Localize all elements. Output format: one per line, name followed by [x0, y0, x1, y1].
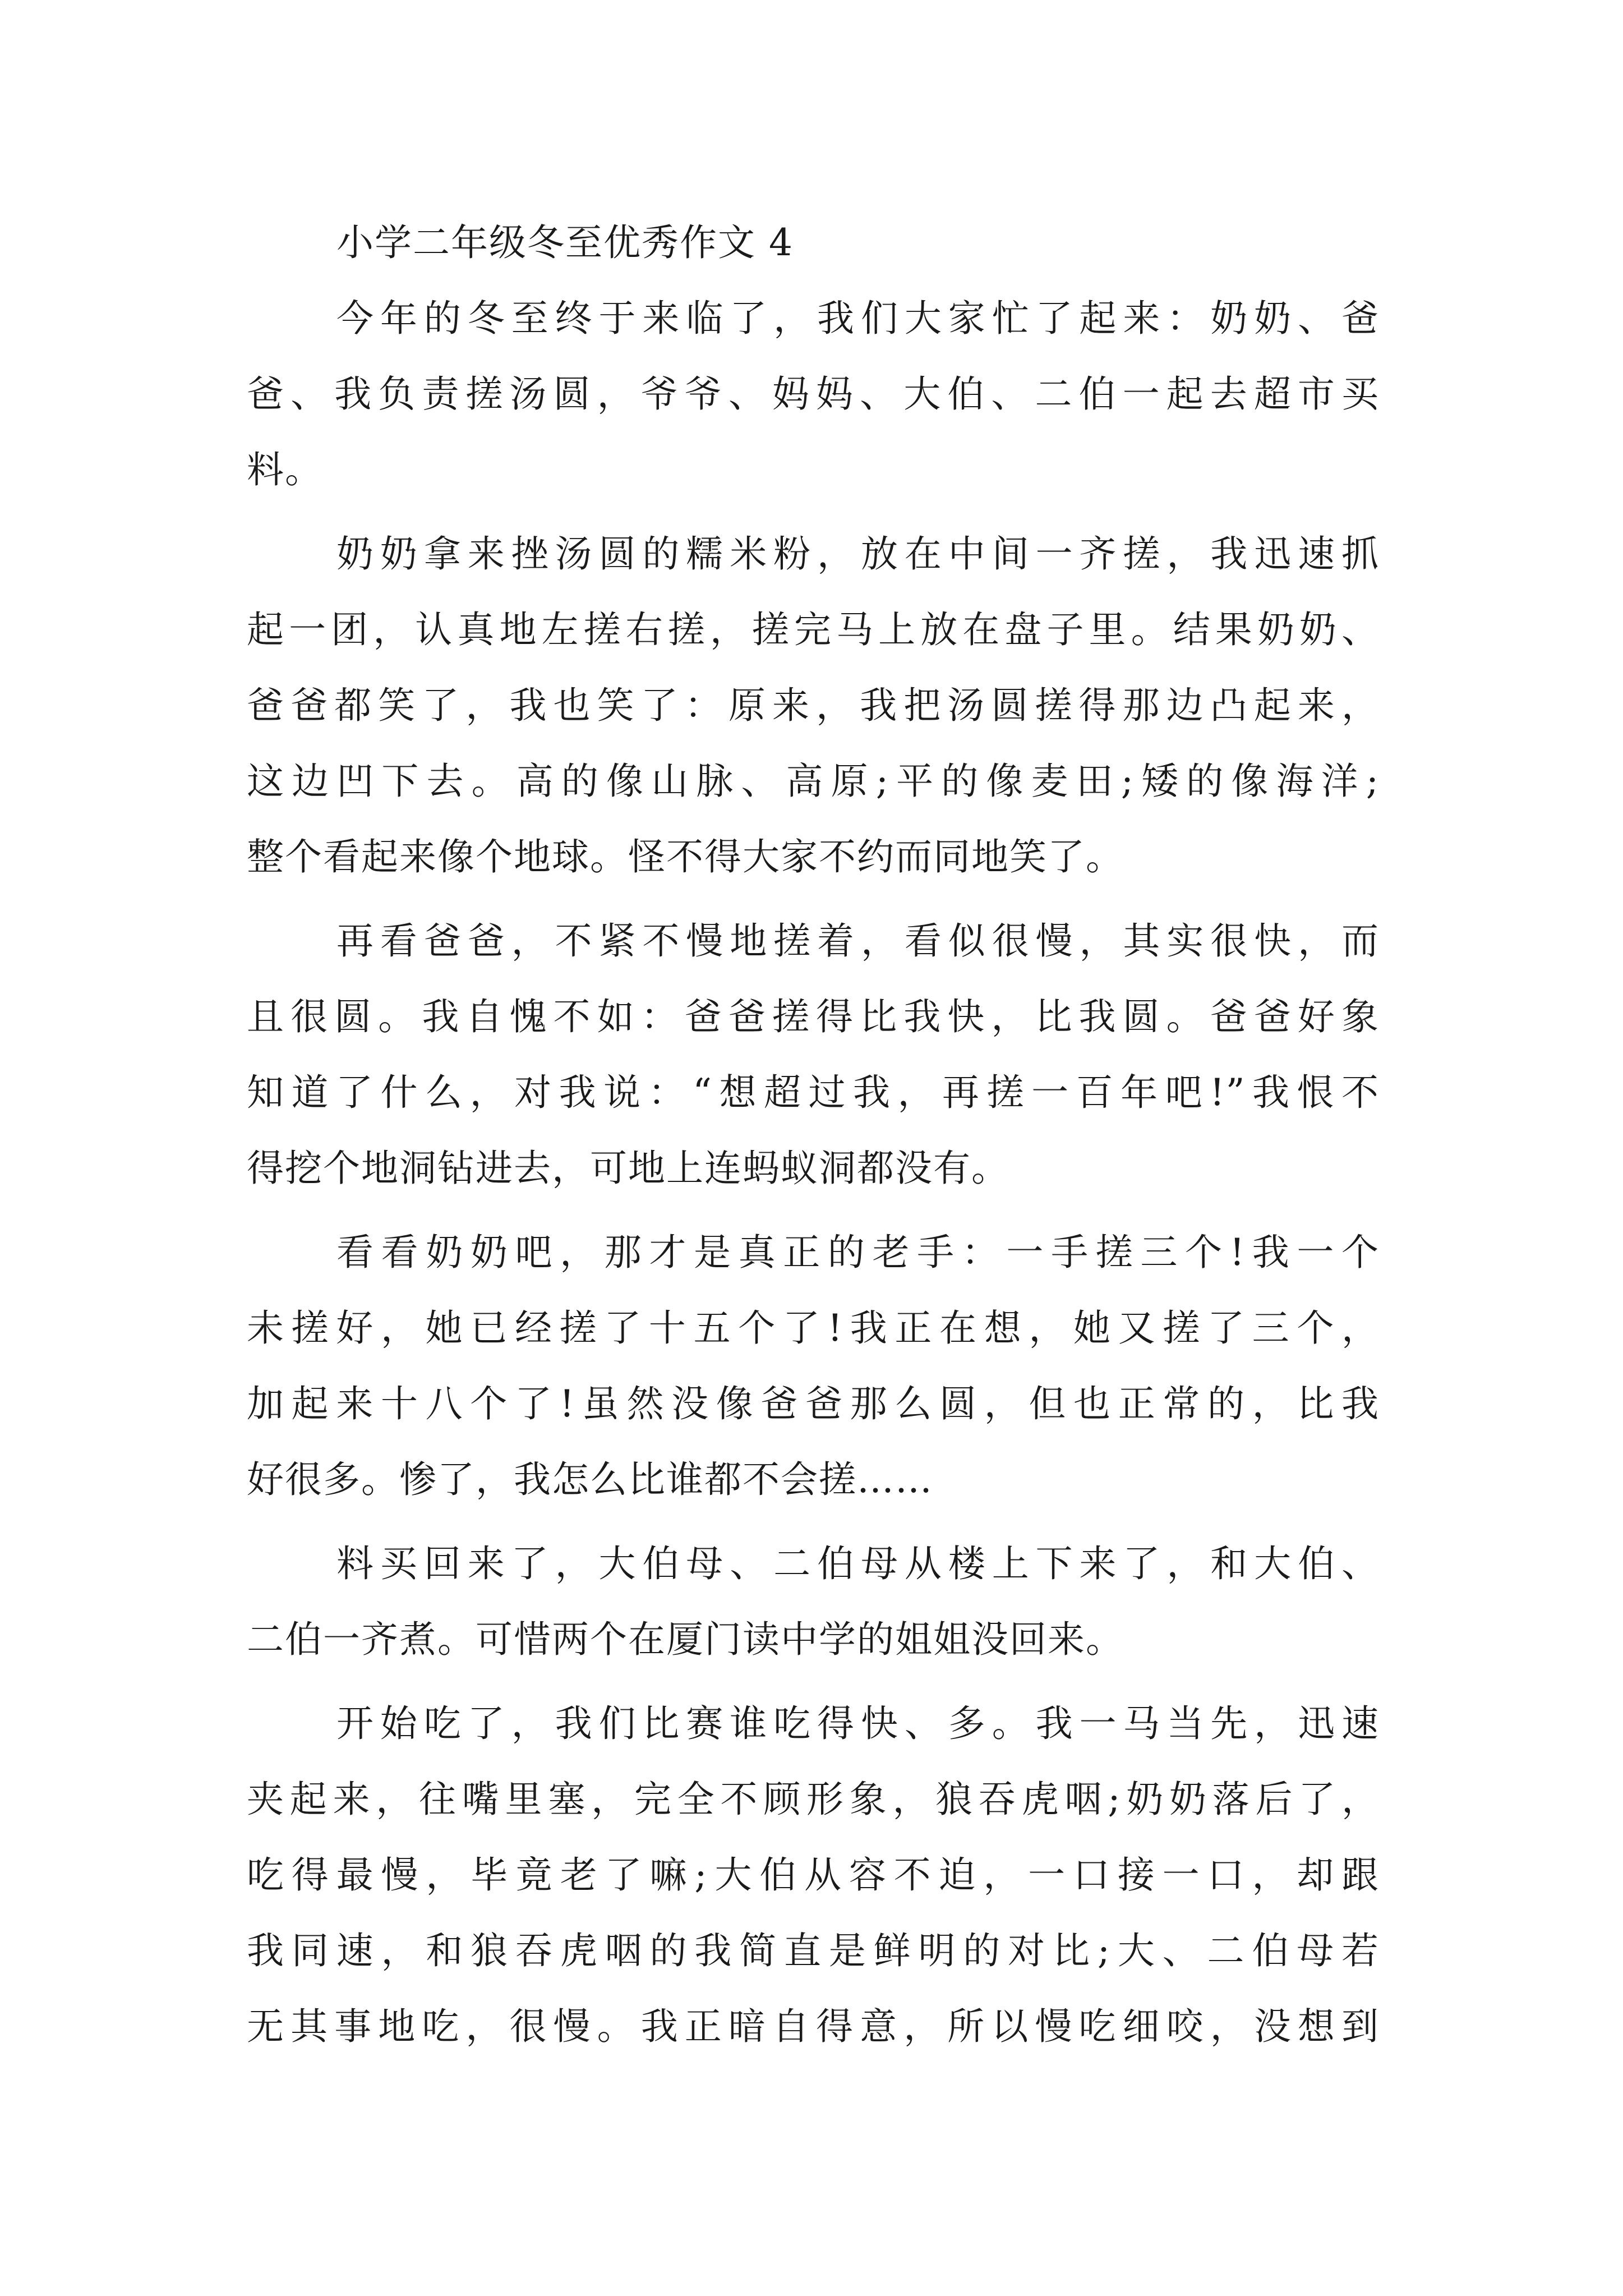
paragraph-line: 未搓好，她已经搓了十五个了!我正在想，她又搓了三个， — [247, 1306, 1380, 1350]
paragraph-line: 奶奶拿来挫汤圆的糯米粉，放在中间一齐搓，我迅速抓 — [336, 532, 1380, 576]
paragraph-line: 今年的冬至终于来临了，我们大家忙了起来：奶奶、爸 — [336, 297, 1380, 340]
paragraph-line: 爸爸都笑了，我也笑了：原来，我把汤圆搓得那边凸起来， — [247, 684, 1380, 727]
paragraph-line: 料买回来了，大伯母、二伯母从楼上下来了，和大伯、 — [336, 1542, 1380, 1585]
paragraph-line: 好很多。惨了，我怎么比谁都不会搓…… — [247, 1458, 933, 1501]
paragraph-line: 知道了什么，对我说：“想超过我，再搓一百年吧!”我恨不 — [247, 1071, 1380, 1114]
paragraph-line: 夹起来，往嘴里塞，完全不顾形象，狼吞虎咽;奶奶落后了， — [247, 1778, 1380, 1821]
paragraph-line: 吃得最慢，毕竟老了嘛;大伯从容不迫，一口接一口，却跟 — [247, 1853, 1380, 1897]
paragraph-line: 且很圆。我自愧不如：爸爸搓得比我快，比我圆。爸爸好象 — [247, 995, 1380, 1038]
paragraph-line: 再看爸爸，不紧不慢地搓着，看似很慢，其实很快，而 — [336, 919, 1380, 963]
paragraph-line: 得挖个地洞钻进去，可地上连蚂蚁洞都没有。 — [247, 1147, 1009, 1190]
paragraph-line: 无其事地吃，很慢。我正暗自得意，所以慢吃细咬，没想到 — [247, 2005, 1380, 2048]
paragraph-line: 二伯一齐煮。可惜两个在厦门读中学的姐姐没回来。 — [247, 1618, 1124, 1661]
paragraph-line: 整个看起来像个地球。怪不得大家不约而同地笑了。 — [247, 835, 1124, 878]
paragraph-line: 料。 — [247, 448, 323, 491]
paragraph-line: 爸、我负责搓汤圆，爷爷、妈妈、大伯、二伯一起去超市买 — [247, 372, 1380, 416]
paragraph-line: 这边凹下去。高的像山脉、高原;平的像麦田;矮的像海洋; — [247, 760, 1380, 803]
paragraph-line: 我同速，和狼吞虎咽的我简直是鲜明的对比;大、二伯母若 — [247, 1929, 1380, 1972]
paragraph-line: 起一团，认真地左搓右搓，搓完马上放在盘子里。结果奶奶、 — [247, 608, 1380, 651]
paragraph-line: 开始吃了，我们比赛谁吃得快、多。我一马当先，迅速 — [336, 1702, 1380, 1745]
paragraph-line: 看看奶奶吧，那才是真正的老手：一手搓三个!我一个 — [336, 1231, 1380, 1274]
document-title: 小学二年级冬至优秀作文 4 — [336, 221, 794, 264]
paragraph-line: 加起来十八个了!虽然没像爸爸那么圆，但也正常的，比我 — [247, 1382, 1380, 1425]
